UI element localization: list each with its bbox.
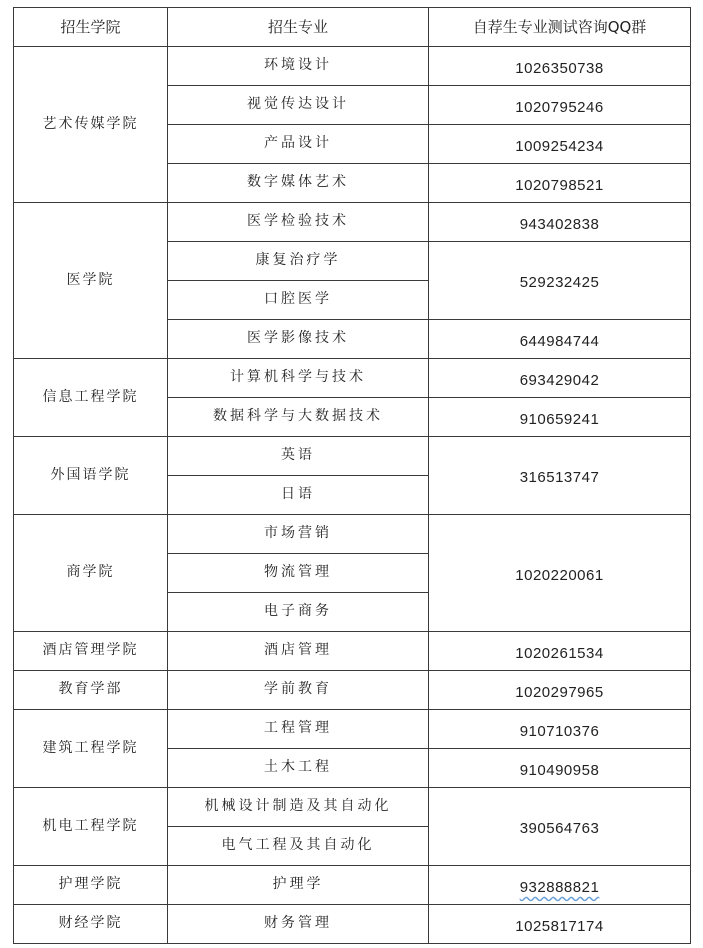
- qq-cell: 1026350738: [429, 47, 691, 86]
- major-cell: 物流管理: [168, 554, 429, 593]
- qq-cell: 529232425: [429, 242, 691, 320]
- major-cell: 工程管理: [168, 710, 429, 749]
- major-cell: 日语: [168, 476, 429, 515]
- table-row: [14, 788, 691, 827]
- table-row: [14, 710, 691, 749]
- header-college: 招生学院: [14, 8, 168, 47]
- qq-cell: 1020261534: [429, 632, 691, 671]
- header-row: [14, 8, 691, 47]
- qq-cell: 910659241: [429, 398, 691, 437]
- major-cell: 计算机科学与技术: [168, 359, 429, 398]
- table-row: [14, 437, 691, 476]
- major-cell: 学前教育: [168, 671, 429, 710]
- qq-cell: 910490958: [429, 749, 691, 788]
- qq-cell: 316513747: [429, 437, 691, 515]
- college-cell: 酒店管理学院: [14, 632, 168, 671]
- major-cell: 电子商务: [168, 593, 429, 632]
- college-cell: 商学院: [14, 515, 168, 632]
- college-cell: 财经学院: [14, 905, 168, 944]
- table-row: [14, 671, 691, 710]
- major-cell: 财务管理: [168, 905, 429, 944]
- college-cell: 艺术传媒学院: [14, 47, 168, 203]
- college-cell: 建筑工程学院: [14, 710, 168, 788]
- major-cell: 土木工程: [168, 749, 429, 788]
- header-qq-group: 自荐生专业测试咨询QQ群: [429, 8, 691, 47]
- qq-cell: 1020220061: [429, 515, 691, 632]
- enrollment-qq-table: [13, 7, 691, 944]
- qq-cell: 390564763: [429, 788, 691, 866]
- major-cell: 环境设计: [168, 47, 429, 86]
- college-cell: 信息工程学院: [14, 359, 168, 437]
- major-cell: 机械设计制造及其自动化: [168, 788, 429, 827]
- major-cell: 康复治疗学: [168, 242, 429, 281]
- table-row: [14, 515, 691, 554]
- qq-cell: 910710376: [429, 710, 691, 749]
- college-cell: 机电工程学院: [14, 788, 168, 866]
- major-cell: 产品设计: [168, 125, 429, 164]
- qq-cell: 644984744: [429, 320, 691, 359]
- college-cell: 医学院: [14, 203, 168, 359]
- table-row: [14, 905, 691, 944]
- qq-cell: 943402838: [429, 203, 691, 242]
- college-cell: 教育学部: [14, 671, 168, 710]
- major-cell: 口腔医学: [168, 281, 429, 320]
- qq-cell: [429, 866, 691, 905]
- header-major: 招生专业: [168, 8, 429, 47]
- table-row: [14, 359, 691, 398]
- qq-cell: 693429042: [429, 359, 691, 398]
- major-cell: 视觉传达设计: [168, 86, 429, 125]
- table-row: [14, 47, 691, 86]
- table-row: [14, 632, 691, 671]
- major-cell: 英语: [168, 437, 429, 476]
- major-cell: 数据科学与大数据技术: [168, 398, 429, 437]
- table-row: [14, 866, 691, 905]
- major-cell: 数字媒体艺术: [168, 164, 429, 203]
- major-cell: 电气工程及其自动化: [168, 827, 429, 866]
- college-cell: 护理学院: [14, 866, 168, 905]
- major-cell: 酒店管理: [168, 632, 429, 671]
- table-row: [14, 203, 691, 242]
- qq-value-underlined: 932888821: [519, 878, 600, 896]
- major-cell: 市场营销: [168, 515, 429, 554]
- college-cell: 外国语学院: [14, 437, 168, 515]
- qq-cell: 1025817174: [429, 905, 691, 944]
- qq-cell: 1020795246: [429, 86, 691, 125]
- qq-cell: 1009254234: [429, 125, 691, 164]
- major-cell: 医学检验技术: [168, 203, 429, 242]
- major-cell: 护理学: [168, 866, 429, 905]
- qq-cell: 1020798521: [429, 164, 691, 203]
- major-cell: 医学影像技术: [168, 320, 429, 359]
- qq-cell: 1020297965: [429, 671, 691, 710]
